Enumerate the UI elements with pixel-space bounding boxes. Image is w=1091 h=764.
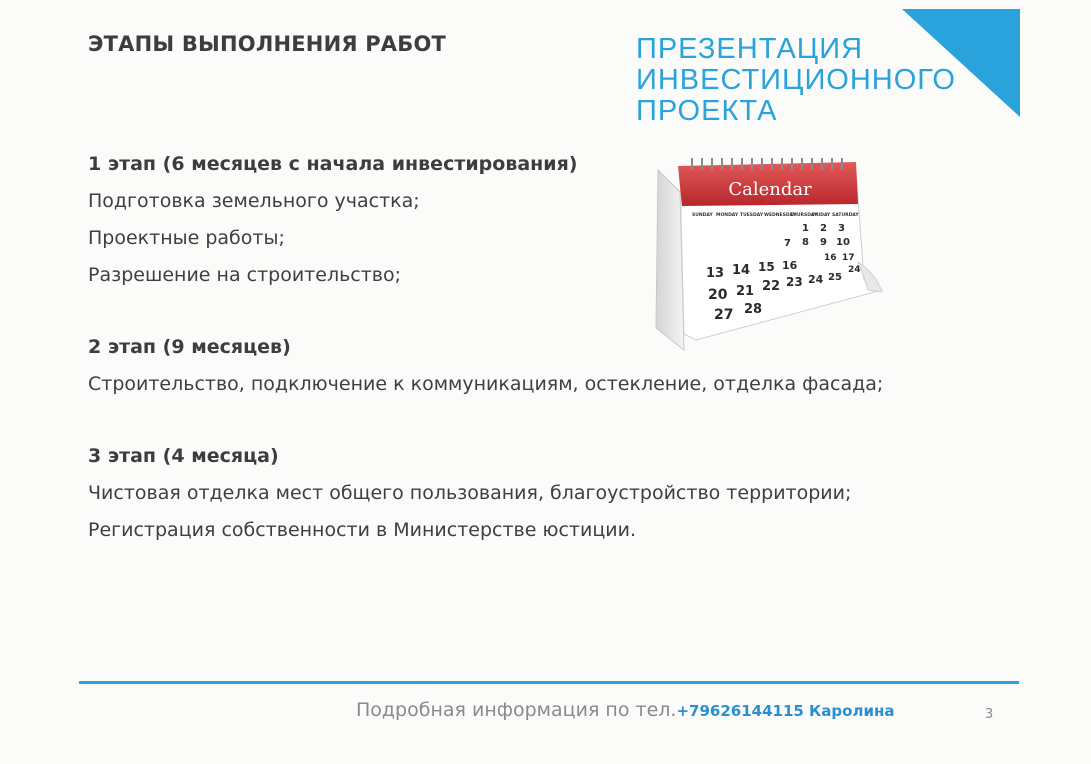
svg-text:28: 28 bbox=[744, 302, 763, 317]
presentation-title-line: ИНВЕСТИЦИОННОГО bbox=[636, 64, 956, 96]
svg-text:16: 16 bbox=[824, 253, 837, 263]
svg-text:2: 2 bbox=[820, 223, 827, 234]
svg-text:22: 22 bbox=[762, 279, 781, 294]
svg-text:MONDAY: MONDAY bbox=[716, 213, 739, 218]
svg-text:21: 21 bbox=[736, 284, 755, 299]
footer-text: Подробная информация по тел. bbox=[356, 699, 677, 721]
svg-text:FRIDAY: FRIDAY bbox=[812, 213, 831, 218]
svg-text:SATURDAY: SATURDAY bbox=[832, 213, 859, 218]
corner-triangle-decoration bbox=[902, 9, 1020, 117]
svg-text:14: 14 bbox=[732, 263, 751, 278]
footer-contact bbox=[356, 699, 894, 721]
calendar-label: Calendar bbox=[728, 179, 812, 200]
stage-item: Подготовка земельного участка; bbox=[88, 190, 420, 212]
page-title: ЭТАПЫ ВЫПОЛНЕНИЯ РАБОТ bbox=[88, 32, 447, 56]
stage-1 bbox=[88, 152, 577, 300]
svg-text:THURSDAY: THURSDAY bbox=[790, 213, 818, 218]
svg-text:27: 27 bbox=[714, 307, 734, 323]
svg-text:WEDNESDAY: WEDNESDAY bbox=[764, 213, 796, 218]
stage-title: 2 этап (9 месяцев) bbox=[88, 336, 291, 358]
svg-text:16: 16 bbox=[782, 259, 798, 272]
svg-text:25: 25 bbox=[828, 272, 842, 283]
stage-item: Регистрация собственности в Министерстве юстиции. bbox=[88, 519, 636, 541]
stage-3 bbox=[88, 444, 851, 555]
svg-text:23: 23 bbox=[786, 275, 803, 289]
stage-item: Чистовая отделка мест общего пользования, благоустройство территории; bbox=[88, 482, 852, 504]
presentation-title-line: ПРЕЗЕНТАЦИЯ bbox=[636, 33, 864, 65]
stage-item: Разрешение на строительство; bbox=[88, 264, 402, 286]
calendar-image bbox=[636, 150, 888, 352]
svg-text:SUNDAY: SUNDAY bbox=[692, 213, 713, 218]
svg-text:24: 24 bbox=[808, 273, 824, 286]
stage-2 bbox=[88, 335, 883, 409]
svg-text:24: 24 bbox=[848, 265, 861, 275]
footer-divider bbox=[79, 681, 1019, 684]
svg-text:10: 10 bbox=[836, 237, 850, 248]
svg-text:15: 15 bbox=[758, 260, 775, 274]
svg-text:20: 20 bbox=[708, 287, 728, 303]
svg-text:9: 9 bbox=[820, 237, 827, 248]
stage-item: Проектные работы; bbox=[88, 227, 285, 249]
svg-text:8: 8 bbox=[802, 237, 809, 248]
svg-text:1: 1 bbox=[802, 223, 809, 234]
svg-text:13: 13 bbox=[706, 266, 725, 281]
stage-title: 1 этап (6 месяцев с начала инвестирования) bbox=[88, 153, 578, 175]
svg-text:17: 17 bbox=[842, 253, 855, 263]
svg-text:TUESDAY: TUESDAY bbox=[740, 213, 764, 218]
svg-text:3: 3 bbox=[838, 223, 845, 234]
footer-phone: +79626144115 Каролина bbox=[676, 702, 895, 720]
stage-item: Строительство, подключение к коммуникациям, остекление, отделка фасада; bbox=[88, 373, 884, 395]
stage-title: 3 этап (4 месяца) bbox=[88, 445, 279, 467]
svg-text:7: 7 bbox=[784, 238, 791, 249]
page-number: 3 bbox=[985, 707, 994, 722]
presentation-title-line: ПРОЕКТА bbox=[636, 95, 778, 127]
